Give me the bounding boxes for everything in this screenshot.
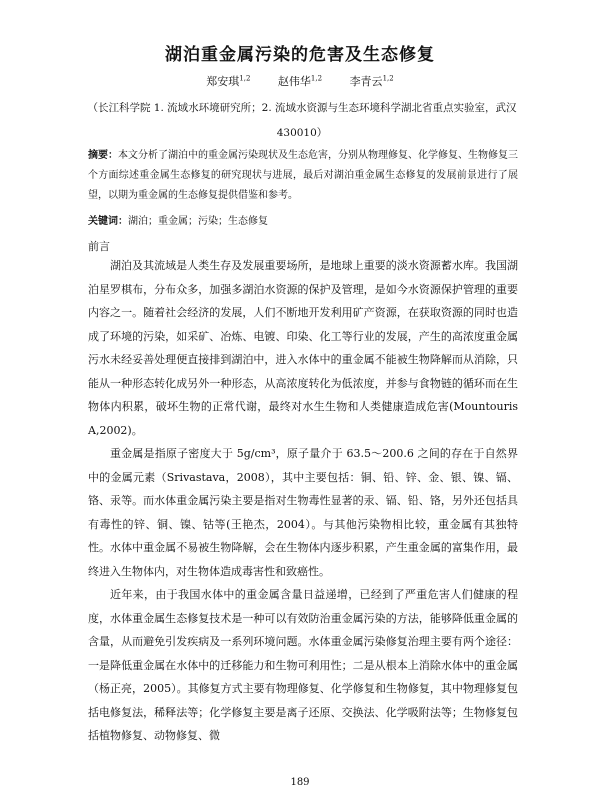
paragraph-text: 湖泊及其流域是人类生存及发展重要场所，是地球上重要的淡水资源蓄水库。我国湖泊星罗棋布，分布众多，加强多湖泊水资源的保护及管理，是如今水资源保护管理的重要内容之一。随着社会经济的发展，人们不断地开发利用矿产资源，在获取资源的同时也造成了环境的污染，如采矿、冶炼、电镀、印染、化工等行业的发展，产生的高浓度重金属污水未经妥善处理便直接排到湖泊中，进入水体中的重金属不能被生物降解而从消除，只能从一种形态转化成另外一种形态，从高浓度转化为低浓度，并参与食物链的循环而在生物体内积累，破坏生物的正常代谢，最终对水生生物和人类健康造成危害(Mountouris A,2002)。 [88, 259, 518, 437]
paper-title: 湖泊重金属污染的危害及生态修复 [165, 45, 435, 65]
author-affil-mark: 1,2 [382, 74, 394, 83]
keywords-text: 湖泊；重金属；污染；生态修复 [128, 216, 268, 227]
author-name: 郑安琪 [206, 75, 240, 88]
author-3 [350, 75, 394, 88]
body-paragraph-3 [88, 583, 518, 748]
abstract-text: 本文分析了湖泊中的重金属污染现状及生态危害，分别从物理修复、化学修复、生物修复三个方面综述重金属生态修复的研究现状与进展，最后对湖泊重金属生态修复的发展前景进行了展望，以期为重金属的生态修复提供借鉴和参考。 [88, 150, 518, 201]
paragraph-text: 重金属是指原子密度大于 5g/cm³，原子量介于 63.5～200.6 之间的存在于自然界中的金属元素（Srivastava，2008），其中主要包括：铜、铅、锌、金、银、镍、镉、铬、汞等。而水体重金属污染主要是指对生物毒性显著的汞、镉、铅、铬，另外还包括具有毒性的锌、铜、镍、钴等(王艳杰，2004）。与其他污染物相比较，重金属有其独特性。水体中重金属不易被生物降解，会在生物体内逐步积累，产生重金属的富集作用，最终进入生物体内，对生物体造成毒害性和致癌性。 [88, 447, 518, 578]
keywords-label: 关键词： [88, 216, 128, 227]
paragraph-text: 近年来，由于我国水体中的重金属含量日益递增，已经到了严重危害人们健康的程度，水体重金属生态修复技术是一种可以有效防治重金属污染的方法，能够降低重金属的含量，从而避免引发疾病及一系列环境问题。水体重金属污染修复治理主要有两个途径：一是降低重金属在水体中的迁移能力和生物可利用性；二是从根本上消除水体中的重金属（杨正亮，2005）。其修复方式主要有物理修复、化学修复和生物修复，其中物理修复包括电修复法，稀释法等；化学修复主要是离子还原、交换法、化学吸附法等；生物修复包括植物修复、动物修复、微 [88, 588, 518, 742]
page-number: 189 [290, 777, 310, 788]
author-affil-mark: 1,2 [310, 74, 323, 83]
section-heading: 前言 [88, 240, 110, 253]
abstract [88, 146, 518, 206]
abstract-label: 摘要： [88, 150, 118, 161]
author-1 [206, 75, 250, 88]
affiliation: （长江科学院 1. 流域水环境研究所；2. 流域水资源与生态环境科学湖北省重点实验室，武汉 430010） [87, 102, 517, 139]
author-name: 赵伟华 [277, 75, 311, 88]
author-name: 李青云 [349, 75, 383, 88]
author-2 [278, 75, 322, 88]
author-list [0, 73, 600, 89]
body-paragraph-1 [88, 254, 518, 442]
body-paragraph-2 [88, 442, 518, 583]
keywords [88, 212, 518, 227]
author-affil-mark: 1,2 [239, 74, 251, 83]
